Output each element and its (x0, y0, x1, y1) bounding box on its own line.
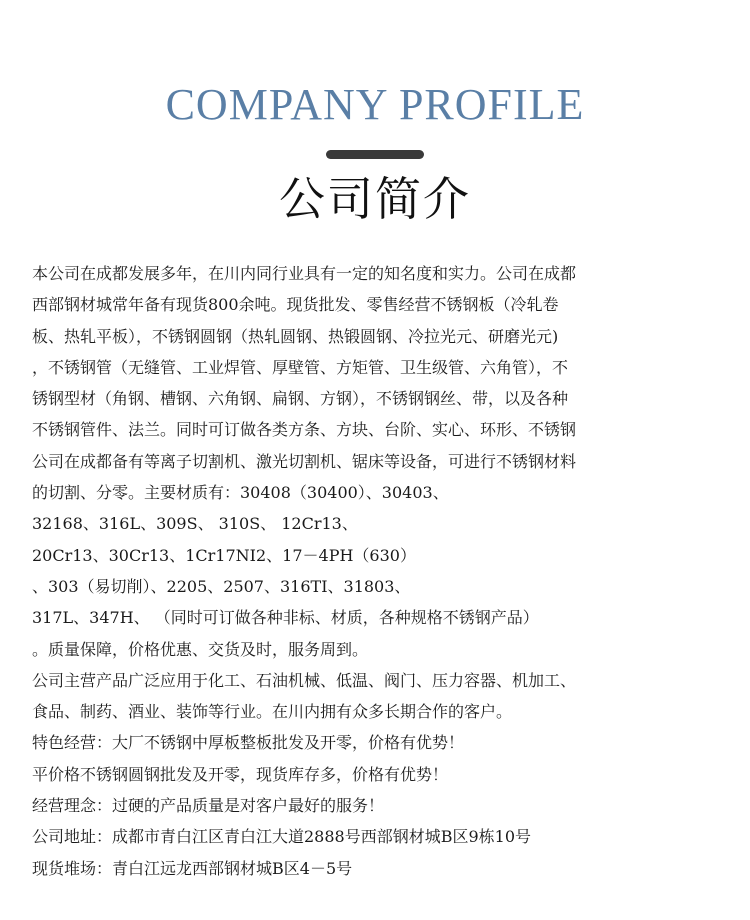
body-line: 不锈钢管件、法兰。同时可订做各类方条、方块、台阶、实心、环形、不锈钢 (32, 420, 577, 440)
chinese-title: 公司简介 (279, 172, 471, 226)
title-divider (326, 150, 424, 159)
body-line: 公司在成都备有等离子切割机、激光切割机、锯床等设备，可进行不锈钢材料 (32, 451, 577, 471)
body-line: 锈钢型材（角钢、槽钢、六角钢、扁钢、方钢），不锈钢钢丝、带，以及各种 (32, 389, 569, 409)
body-line: 32168、316L、309S、 310S、 12Cr13、 (32, 514, 358, 534)
body-line: 。质量保障，价格优惠、交货及时，服务周到。 (32, 639, 369, 659)
english-title: COMPANY PROFILE (165, 80, 585, 129)
philosophy-line: 经营理念：过硬的产品质量是对客户最好的服务！ (32, 796, 385, 816)
body-line: 西部钢材城常年备有现货800余吨。现货批发、零售经营不锈钢板（冷轧卷 (32, 295, 559, 315)
body-line: 食品、制药、酒业、装饰等行业。在川内拥有众多长期合作的客户。 (32, 702, 513, 722)
body-line: 的切割、分零。主要材质有：30408（30400）、30403、 (32, 483, 449, 503)
yard-line: 现货堆场：青白江远龙西部钢材城B区4－5号 (32, 858, 353, 878)
profile-body (32, 258, 722, 884)
profile-header (0, 80, 750, 227)
body-line: 317L、347H、 （同时可订做各种非标、材质，各种规格不锈钢产品） (32, 608, 539, 628)
body-line: 公司主营产品广泛应用于化工、石油机械、低温、阀门、压力容器、机加工、 (32, 670, 577, 690)
feature-line: 平价格不锈钢圆钢批发及开零，现货库存多，价格有优势！ (32, 764, 449, 784)
body-line: 本公司在成都发展多年，在川内同行业具有一定的知名度和实力。公司在成都 (32, 264, 577, 283)
body-line: 20Cr13、30Cr13、1Cr17NI2、17－4PH（630） (32, 545, 416, 565)
body-line: 、303（易切削）、2205、2507、316TI、31803、 (32, 576, 411, 596)
body-line: 板、热轧平板），不锈钢圆钢（热轧圆钢、热锻圆钢、冷拉光元、研磨光元) (32, 326, 559, 346)
address-line: 公司地址：成都市青白江区青白江大道2888号西部钢材城B区9栋10号 (32, 827, 532, 847)
feature-line: 特色经营：大厂不锈钢中厚板整板批发及开零，价格有优势！ (32, 733, 465, 753)
body-line: ，不锈钢管（无缝管、工业焊管、厚壁管、方矩管、卫生级管、六角管），不 (32, 357, 569, 377)
